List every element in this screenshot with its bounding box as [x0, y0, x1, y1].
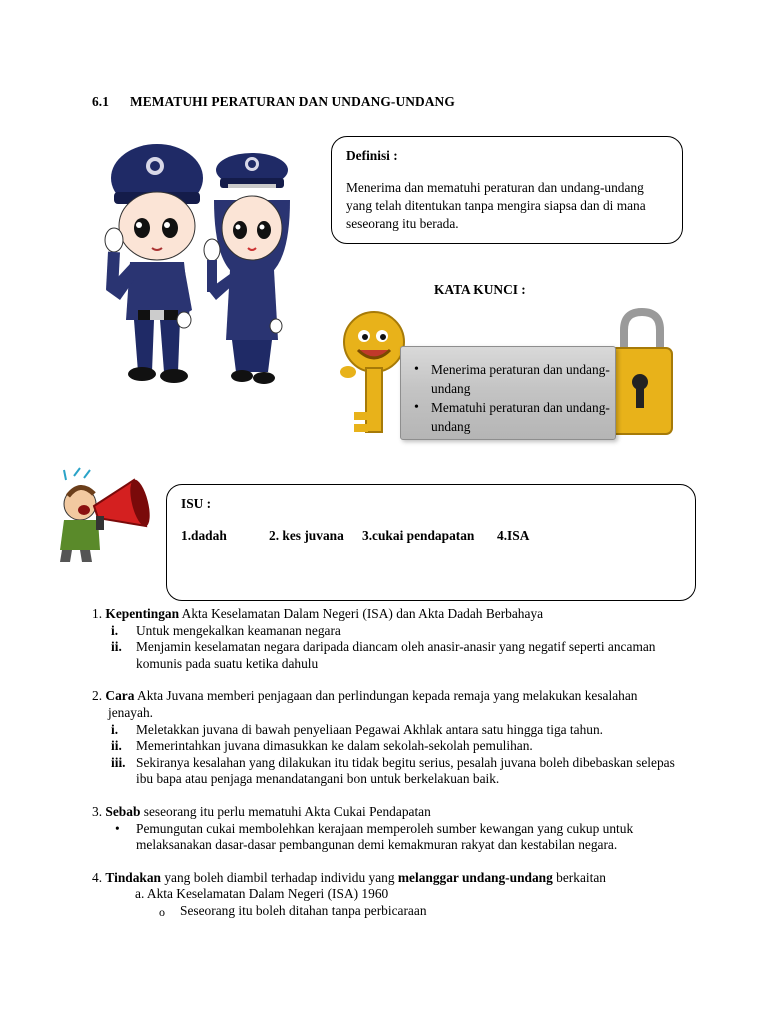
list-text: Meletakkan juvana di bawah penyeliaan Pegawai Akhlak antara satu hingga tiga tahun.	[136, 721, 604, 737]
list-item	[92, 738, 692, 755]
heading-title: MEMATUHI PERATURAN DAN UNDANG-UNDANG	[130, 94, 455, 109]
key-lock-graphic	[340, 308, 676, 444]
body-content	[92, 606, 692, 936]
list-text: Sekiranya kesalahan yang dilakukan itu tidak begitu serius, pesalah juvana boleh dibebaskan selepas ibu bapa atau penjaga menandatangani bon untuk berkelakuan baik.	[136, 754, 675, 787]
isu-title: ISU :	[181, 496, 212, 511]
isu-item: 3.cukai pendapatan	[362, 528, 475, 543]
list-item	[92, 623, 692, 640]
section-keyword: Cara	[105, 688, 135, 704]
list-text: Memerintahkan juvana dimasukkan ke dalam sekolah-sekolah pemulihan.	[136, 738, 533, 754]
list-item	[92, 722, 692, 739]
definition-text: Menerima dan mematuhi peraturan dan undang-undang yang telah ditentukan tanpa mengira siapsa dan di mana seseorang itu berada.	[346, 180, 646, 231]
section-text-end: berkaitan	[552, 869, 606, 885]
isu-item: 1.dadah	[181, 528, 227, 543]
section-text: yang boleh diambil terhadap individu yang	[161, 869, 398, 885]
male-officer-figure	[105, 144, 203, 383]
isu-item: 4.ISA	[497, 528, 530, 543]
section-text: Akta Keselamatan Dalam Negeri (ISA) dan Akta Dadah Berbahaya	[179, 606, 544, 621]
megaphone-icon	[54, 466, 150, 564]
police-officers-illustration	[92, 140, 302, 390]
section-number: 4.	[92, 869, 103, 885]
section-text: seseorang itu perlu mematuhi Akta Cukai Pendapatan	[140, 803, 431, 819]
section-heading-line	[92, 688, 692, 705]
list-marker: iii.	[111, 754, 126, 770]
list-item	[92, 639, 692, 672]
kata-kunci-title: KATA KUNCI :	[434, 282, 526, 297]
section-number: 2.	[92, 688, 103, 704]
bullet-item: • Pemungutan cukai membolehkan kerajaan memperoleh sumber kewangan yang cukup untuk melaksanakan dasar-dasar pembangunan demi kemakmuran rakyat dan kestabilan negara.	[92, 821, 692, 854]
isu-items	[181, 528, 529, 544]
isu-item: 2. kes juvana	[269, 528, 344, 543]
section-keyword: Kepentingan	[105, 606, 180, 621]
section-kepentingan	[92, 606, 692, 672]
key-points-list	[431, 360, 611, 436]
section-number: 1.	[92, 606, 103, 621]
circle-bullet-item: o Seseorang itu boleh ditahan tanpa perbicaraan	[92, 903, 692, 920]
isu-box	[166, 484, 696, 601]
list-item	[92, 755, 692, 788]
female-officer-figure	[204, 153, 290, 384]
section-number: 3.	[92, 803, 103, 819]
section-keyword: Sebab	[105, 803, 141, 819]
section-text: Akta Juvana memberi penjagaan dan perlindungan kepada remaja yang melakukan kesalahan	[134, 688, 638, 704]
list-text: Untuk mengekalkan keamanan negara	[136, 622, 341, 638]
section-heading-line	[92, 870, 692, 887]
section-tindakan	[92, 870, 692, 920]
list-marker: ii.	[111, 639, 122, 655]
list-text: Menjamin keselamatan negara daripada diancam oleh anasir-anasir yang negatif seperti ancaman komunis pada suatu ketika dahulu	[136, 639, 656, 671]
definition-box	[331, 136, 683, 244]
list-marker: i.	[111, 622, 119, 638]
section-text-continued: jenayah.	[108, 704, 153, 720]
key-points-plate	[400, 346, 616, 440]
list-marker: i.	[111, 721, 119, 737]
sub-item: a. Akta Keselamatan Dalam Negeri (ISA) 1960	[135, 886, 389, 902]
key-point-item: • Mematuhi peraturan dan undang-undang	[431, 398, 611, 436]
key-point-item: • Menerima peraturan dan undang-undang	[431, 360, 611, 398]
section-heading-line	[92, 606, 692, 623]
section-keyword-2: melanggar undang-undang	[397, 869, 553, 885]
section-cara	[92, 688, 692, 788]
list-marker: ii.	[111, 738, 122, 754]
section-keyword: Tindakan	[105, 869, 161, 885]
section-sebab	[92, 804, 692, 854]
heading-number: 6.1	[92, 94, 110, 109]
section-heading	[92, 94, 455, 110]
definition-title: Definisi :	[346, 148, 398, 163]
section-heading-line	[92, 804, 692, 821]
